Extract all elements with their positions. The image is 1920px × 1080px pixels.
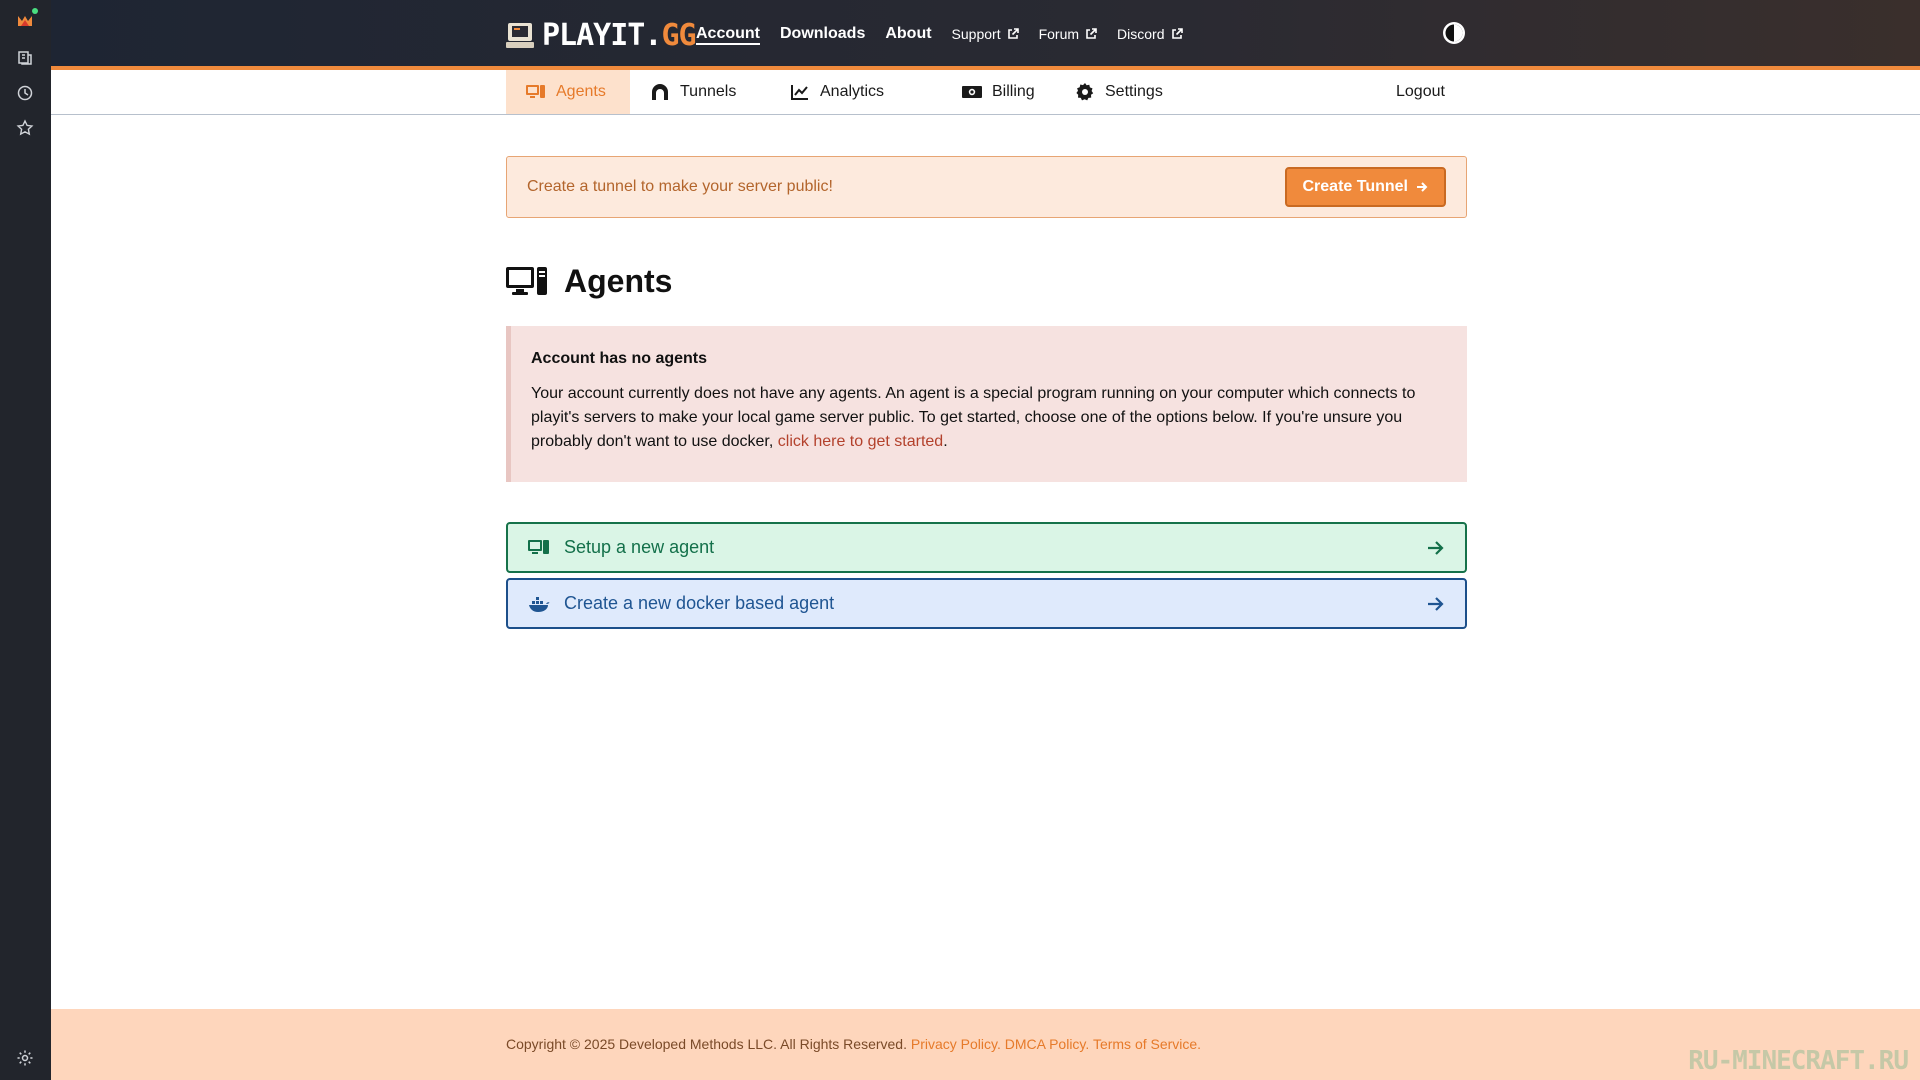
privacy-policy-link[interactable]: Privacy Policy. xyxy=(910,1036,1001,1052)
get-started-link[interactable]: click here to get started xyxy=(777,433,944,450)
docker-whale-icon xyxy=(528,594,550,614)
setup-agent-button[interactable]: Setup a new agent xyxy=(506,522,1467,573)
logout-link[interactable]: Logout xyxy=(1396,83,1445,100)
nav-downloads[interactable]: Downloads xyxy=(780,25,866,42)
nav-discord[interactable]: Discord xyxy=(1117,26,1182,42)
nav-about[interactable]: About xyxy=(885,25,932,42)
watermark: RU-MINECRAFT.RU xyxy=(1688,1046,1908,1076)
create-tunnel-button[interactable]: Create Tunnel xyxy=(1285,167,1447,207)
tab-analytics[interactable]: Analytics xyxy=(770,70,904,114)
dmca-policy-link[interactable]: DMCA Policy. xyxy=(1004,1036,1090,1052)
chart-line-icon xyxy=(790,83,810,101)
create-tunnel-banner xyxy=(506,156,1467,218)
brand-logo[interactable] xyxy=(506,19,696,51)
nav-account[interactable]: Account xyxy=(696,25,760,42)
external-link-icon xyxy=(1171,28,1183,40)
page-heading: Agents xyxy=(564,263,673,299)
terms-of-service-link[interactable]: Terms of Service. xyxy=(1092,1036,1202,1052)
tab-tunnels[interactable]: Tunnels xyxy=(630,70,756,114)
alert-title: Account has no agents xyxy=(531,350,708,367)
arrow-right-icon xyxy=(1425,594,1445,614)
banner-text: Create a tunnel to make your server public! xyxy=(527,178,833,195)
top-nav xyxy=(696,25,1203,43)
agent-computer-icon xyxy=(528,538,550,558)
favorites-star-icon[interactable] xyxy=(12,115,38,141)
account-subnav xyxy=(51,70,1920,115)
page-content xyxy=(51,0,1920,1080)
brand-name: PLAYIT.GG xyxy=(542,17,696,53)
tab-settings[interactable]: Settings xyxy=(1055,70,1183,114)
tab-agents[interactable]: Agents xyxy=(506,70,630,114)
arrow-right-icon xyxy=(1416,181,1428,193)
browser-settings-gear-icon[interactable] xyxy=(12,1045,38,1071)
money-bill-icon xyxy=(962,83,982,101)
top-header xyxy=(51,0,1920,66)
no-agents-alert xyxy=(506,326,1467,482)
computer-logo-icon xyxy=(506,21,536,49)
tab-billing[interactable]: Billing xyxy=(942,70,1055,114)
theme-toggle-icon[interactable] xyxy=(1441,20,1467,46)
alert-body: Your account currently does not have any agents. An agent is a special program running on your computer which connects to playit's servers to make your local game server public. To get started, choose one of the options below. If you're unsure you probably don't want to use docker, click here to get started. xyxy=(531,385,1416,450)
history-icon[interactable] xyxy=(12,80,38,106)
pages-icon[interactable] xyxy=(12,45,38,71)
notification-dot xyxy=(32,8,38,14)
external-link-icon xyxy=(1085,28,1097,40)
docker-agent-button[interactable]: Create a new docker based agent xyxy=(506,578,1467,629)
arrow-right-icon xyxy=(1425,538,1445,558)
agents-heading-icon xyxy=(506,264,548,300)
external-link-icon xyxy=(1007,28,1019,40)
page-title xyxy=(506,263,672,300)
tunnel-icon xyxy=(650,83,670,101)
browser-sidebar xyxy=(0,0,51,1080)
nav-forum[interactable]: Forum xyxy=(1039,26,1097,42)
agents-icon xyxy=(526,83,546,101)
gear-icon xyxy=(1075,83,1095,101)
nav-support[interactable]: Support xyxy=(952,26,1019,42)
page-footer xyxy=(51,1009,1920,1080)
footer-text: Copyright © 2025 Developed Methods LLC. All Rights Reserved. Privacy Policy. DMCA Policy. Terms of Service. xyxy=(506,1036,1202,1052)
